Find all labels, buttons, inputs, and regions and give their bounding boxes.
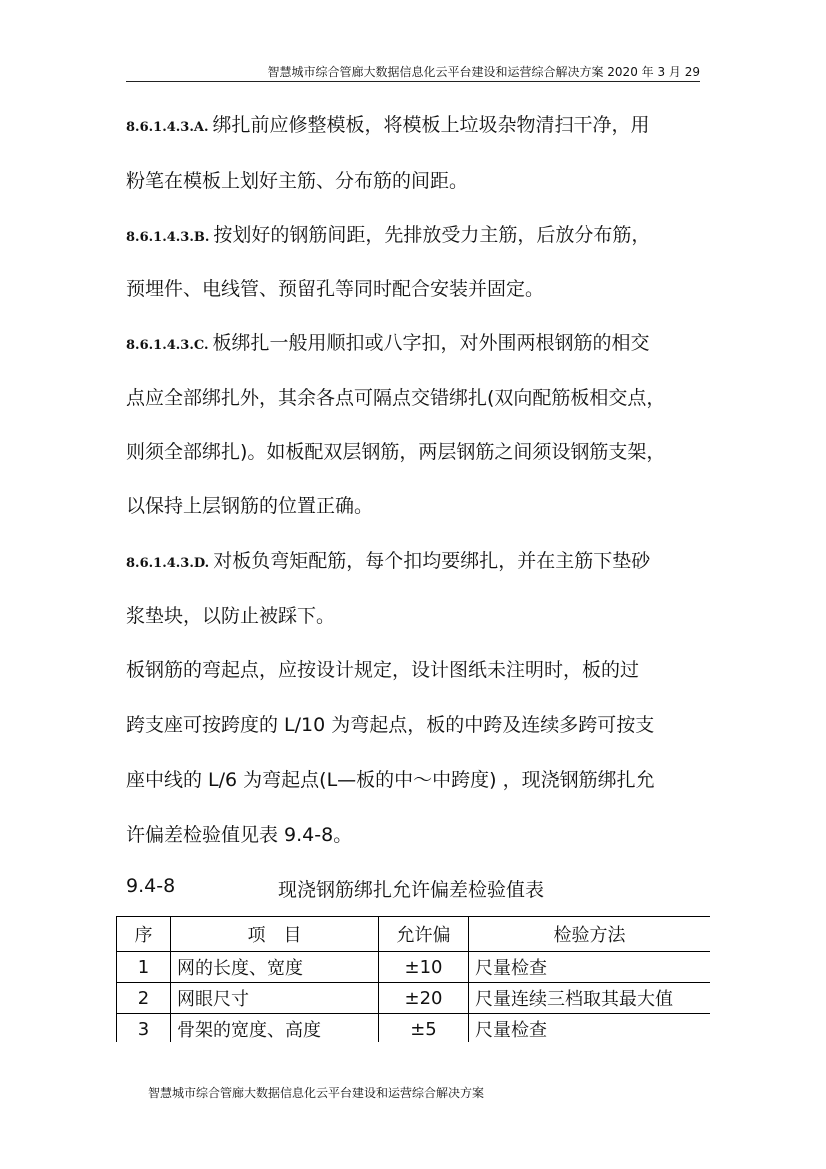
clause-d-line-2: 浆垫块，以防止被踩下。 xyxy=(126,605,336,627)
tolerance-table xyxy=(116,916,710,1042)
cell-tolerance: ±20 xyxy=(379,983,469,1014)
table-number: 9.4-8 xyxy=(126,875,176,897)
clause-number: 8.6.1.4.3.B. xyxy=(126,230,210,245)
table-row xyxy=(117,983,711,1014)
header-rule xyxy=(126,81,700,82)
col-header-tolerance: 允许偏 xyxy=(379,917,469,952)
clause-c-line-2: 点应全部绑扎外，其余各点可隔点交错绑扎(双向配筋板相交点， xyxy=(126,387,666,409)
clause-c-line-4: 以保持上层钢筋的位置正确。 xyxy=(126,495,374,517)
table-header-row xyxy=(117,917,711,952)
cell-item: 网眼尺寸 xyxy=(171,983,379,1014)
cell-tolerance: ±5 xyxy=(379,1014,469,1043)
body-line-1: 板钢筋的弯起点，应按设计规定，设计图纸未注明时，板的过 xyxy=(126,659,640,681)
clause-text: 按划好的钢筋间距，先排放受力主筋，后放分布筋， xyxy=(213,224,651,246)
page-footer: 智慧城市综合管廊大数据信息化云平台建设和运营综合解决方案 xyxy=(148,1086,485,1100)
clause-b-line-1 xyxy=(126,220,650,247)
col-header-method: 检验方法 xyxy=(469,917,711,952)
table-row xyxy=(117,952,711,983)
clause-text: 对板负弯矩配筋，每个扣均要绑扎，并在主筋下垫砂 xyxy=(213,550,651,572)
clause-c-line-1 xyxy=(126,328,650,355)
col-header-item: 项 目 xyxy=(171,917,379,952)
cell-tolerance: ±10 xyxy=(379,952,469,983)
clause-a-line-2: 粉笔在模板上划好主筋、分布筋的间距。 xyxy=(126,170,469,192)
cell-item: 网的长度、宽度 xyxy=(171,952,379,983)
cell-index: 2 xyxy=(117,983,171,1014)
clause-d-line-1 xyxy=(126,546,650,573)
cell-method: 尺量检查 xyxy=(469,1014,711,1043)
clause-text: 绑扎前应修整模板，将模板上垃圾杂物清扫干净，用 xyxy=(212,114,650,136)
cell-method: 尺量检查 xyxy=(469,952,711,983)
page-header: 智慧城市综合管廊大数据信息化云平台建设和运营综合解决方案 2020 年 3 月 29 xyxy=(267,65,700,79)
table-title: 现浇钢筋绑扎允许偏差检验值表 xyxy=(278,879,545,901)
clause-number: 8.6.1.4.3.D. xyxy=(126,556,210,571)
body-line-3: 座中线的 L/6 为弯起点(L—板的中～中跨度) ，现浇钢筋绑扎允 xyxy=(126,769,655,791)
cell-index: 1 xyxy=(117,952,171,983)
col-header-index: 序 xyxy=(117,917,171,952)
clause-text: 板绑扎一般用顺扣或八字扣，对外围两根钢筋的相交 xyxy=(212,332,650,354)
clause-number: 8.6.1.4.3.A. xyxy=(126,120,209,135)
body-line-4: 许偏差检验值见表 9.4-8。 xyxy=(126,824,353,846)
cell-method: 尺量连续三档取其最大值 xyxy=(469,983,711,1014)
body-line-2: 跨支座可按跨度的 L/10 为弯起点，板的中跨及连续多跨可按支 xyxy=(126,714,655,736)
clause-c-line-3: 则须全部绑扎)。如板配双层钢筋，两层钢筋之间须设钢筋支架， xyxy=(126,441,666,463)
clause-a-line-1 xyxy=(126,110,649,137)
clause-number: 8.6.1.4.3.C. xyxy=(126,338,209,353)
clause-b-line-2: 预埋件、电线管、预留孔等同时配合安装并固定。 xyxy=(126,278,545,300)
cell-item: 骨架的宽度、高度 xyxy=(171,1014,379,1043)
cell-index: 3 xyxy=(117,1014,171,1043)
table-row xyxy=(117,1014,711,1043)
